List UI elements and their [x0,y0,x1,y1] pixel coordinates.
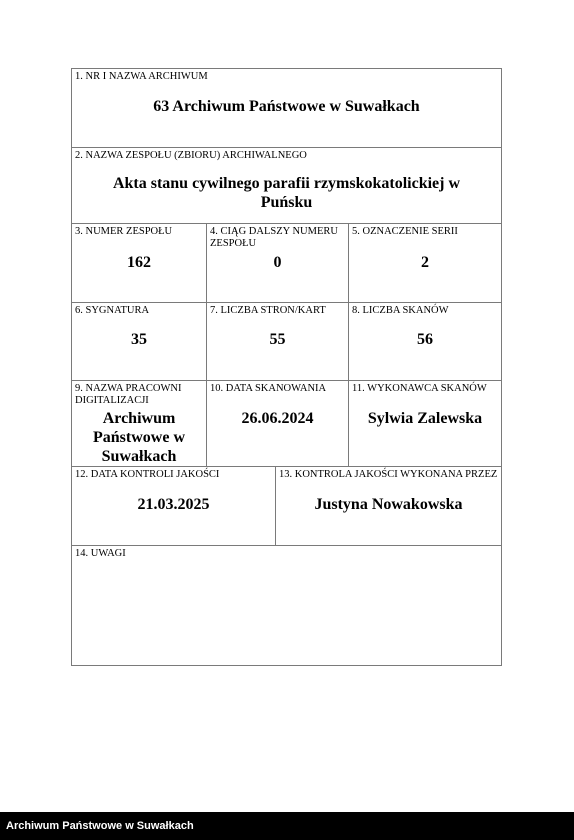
footer-bar [0,812,574,840]
signature-value: 35 [131,331,147,348]
quality-control-date-label: 12. DATA KONTROLI JAKOŚCI [75,469,220,480]
scanned-by-cell [349,381,501,467]
quality-control-date-cell [72,467,276,546]
signature-cell [72,303,207,381]
digitization-lab-value: Archiwum Państwowe w Suwałkach [93,410,185,465]
quality-control-by-cell [276,467,501,546]
scanned-by-label: 11. WYKONAWCA SKANÓW [352,383,487,394]
scans-cell [349,303,501,381]
quality-control-date-value: 21.03.2025 [137,496,210,513]
series-value: 2 [421,254,429,271]
fonds-name-cell [72,148,501,224]
pages-cell [207,303,349,381]
scan-date-value: 26.06.2024 [241,410,314,427]
fonds-number-continuation-label: 4. CIĄG DALSZY NUMERU ZESPOŁU [210,226,338,249]
quality-control-by-label: 13. KONTROLA JAKOŚCI WYKONANA PRZEZ [279,469,498,480]
digitization-lab-cell [72,381,207,467]
series-cell [349,224,501,303]
fonds-name-value: Akta stanu cywilnego parafii rzymskokatolickiej w Puńsku [112,175,461,211]
footer-archive-name: Archiwum Państwowe w Suwałkach [6,820,194,832]
fonds-name-label: 2. NAZWA ZESPOŁU (ZBIORU) ARCHIWALNEGO [75,150,307,161]
archive-cell [72,69,501,148]
fonds-number-cell [72,224,207,303]
quality-control-by-value: Justyna Nowakowska [314,496,463,513]
metadata-form [71,68,502,666]
fonds-number-value: 162 [127,254,151,271]
notes-cell [72,546,501,665]
series-label: 5. OZNACZENIE SERII [352,226,458,237]
scan-date-cell [207,381,349,467]
pages-label: 7. LICZBA STRON/KART [210,305,326,316]
scanned-by-value: Sylwia Zalewska [367,410,483,427]
fonds-number-continuation-cell [207,224,349,303]
signature-label: 6. SYGNATURA [75,305,150,316]
archive-label: 1. NR I NAZWA ARCHIWUM [75,71,208,82]
digitization-lab-label: 9. NAZWA PRACOWNI DIGITALIZACJI [75,383,182,406]
scans-label: 8. LICZBA SKANÓW [352,305,449,316]
scan-date-label: 10. DATA SKANOWANIA [210,383,327,394]
notes-label: 14. UWAGI [75,548,126,559]
fonds-number-continuation-value: 0 [273,254,282,271]
scans-value: 56 [417,331,433,348]
pages-value: 55 [269,331,286,348]
fonds-number-label: 3. NUMER ZESPOŁU [75,226,173,237]
archive-value: 63 Archiwum Państwowe w Suwałkach [153,98,420,115]
